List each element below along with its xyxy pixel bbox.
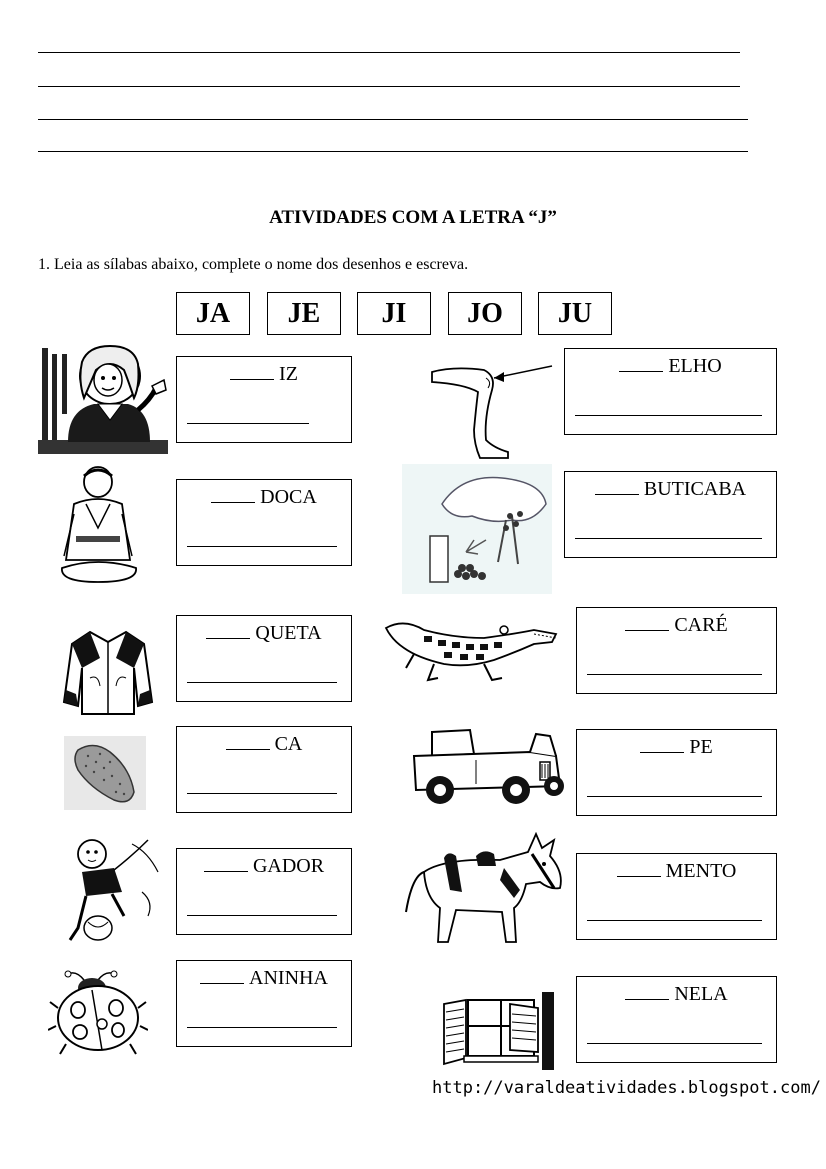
word-card-iz xyxy=(176,356,352,443)
instruction-text: 1. Leia as sílabas abaixo, complete o nome dos desenhos e escreva. xyxy=(38,256,469,273)
page-title: ATIVIDADES COM A LETRA “J” xyxy=(269,207,557,228)
word-card-pe xyxy=(576,729,777,816)
word-card-aninha xyxy=(176,960,352,1047)
word-suffix: ANINHA xyxy=(249,967,328,989)
word-card-ca xyxy=(176,726,352,813)
word-card-elho xyxy=(564,348,777,435)
footer-url[interactable]: http://varaldeatividades.blogspot.com/ xyxy=(432,1078,821,1098)
answer-line[interactable] xyxy=(187,1027,337,1028)
word-suffix: ELHO xyxy=(668,355,722,377)
jacket-icon xyxy=(60,628,156,718)
writing-line-4[interactable] xyxy=(38,151,748,152)
answer-line[interactable] xyxy=(187,915,337,916)
syllable-je: JE xyxy=(267,292,341,335)
answer-line[interactable] xyxy=(187,793,337,794)
jaca-fruit-icon xyxy=(64,736,146,810)
word-suffix: NELA xyxy=(674,983,728,1005)
syllable-ju: JU xyxy=(538,292,612,335)
answer-line[interactable] xyxy=(587,920,762,921)
writing-line-2[interactable] xyxy=(38,86,740,87)
soccer-player-icon xyxy=(62,832,164,948)
word-suffix: QUETA xyxy=(255,622,322,644)
word-suffix: CARÉ xyxy=(674,614,728,636)
word-card-queta xyxy=(176,615,352,702)
syllable-ji: JI xyxy=(357,292,431,335)
word-card-buticaba xyxy=(564,471,777,558)
word-suffix: CA xyxy=(274,733,303,755)
judo-fighter-icon xyxy=(56,464,142,588)
window-icon xyxy=(438,990,554,1070)
word-card-nela xyxy=(576,976,777,1063)
answer-line[interactable] xyxy=(187,423,309,424)
knee-leg-icon xyxy=(424,348,564,462)
answer-line[interactable] xyxy=(575,538,762,539)
jabuticaba-tree-icon xyxy=(402,464,552,594)
judge-icon xyxy=(38,340,178,456)
ladybug-icon xyxy=(48,968,148,1056)
answer-line[interactable] xyxy=(575,415,762,416)
word-card-mento xyxy=(576,853,777,940)
word-suffix: MENTO xyxy=(665,860,737,882)
writing-line-1[interactable] xyxy=(38,52,740,53)
word-suffix: PE xyxy=(689,736,713,758)
word-suffix: BUTICABA xyxy=(643,478,747,500)
word-suffix: DOCA xyxy=(260,486,317,508)
writing-line-3[interactable] xyxy=(38,119,748,120)
word-card-care xyxy=(576,607,777,694)
word-card-doca xyxy=(176,479,352,566)
answer-line[interactable] xyxy=(587,674,762,675)
syllable-jo: JO xyxy=(448,292,522,335)
answer-line[interactable] xyxy=(187,546,337,547)
word-card-gador xyxy=(176,848,352,935)
jeep-icon xyxy=(410,726,566,808)
answer-line[interactable] xyxy=(187,682,337,683)
answer-line[interactable] xyxy=(587,796,762,797)
syllable-ja: JA xyxy=(176,292,250,335)
alligator-icon xyxy=(384,608,560,686)
word-suffix: IZ xyxy=(279,363,298,385)
word-suffix: GADOR xyxy=(252,855,325,877)
donkey-icon xyxy=(404,832,568,946)
answer-line[interactable] xyxy=(587,1043,762,1044)
